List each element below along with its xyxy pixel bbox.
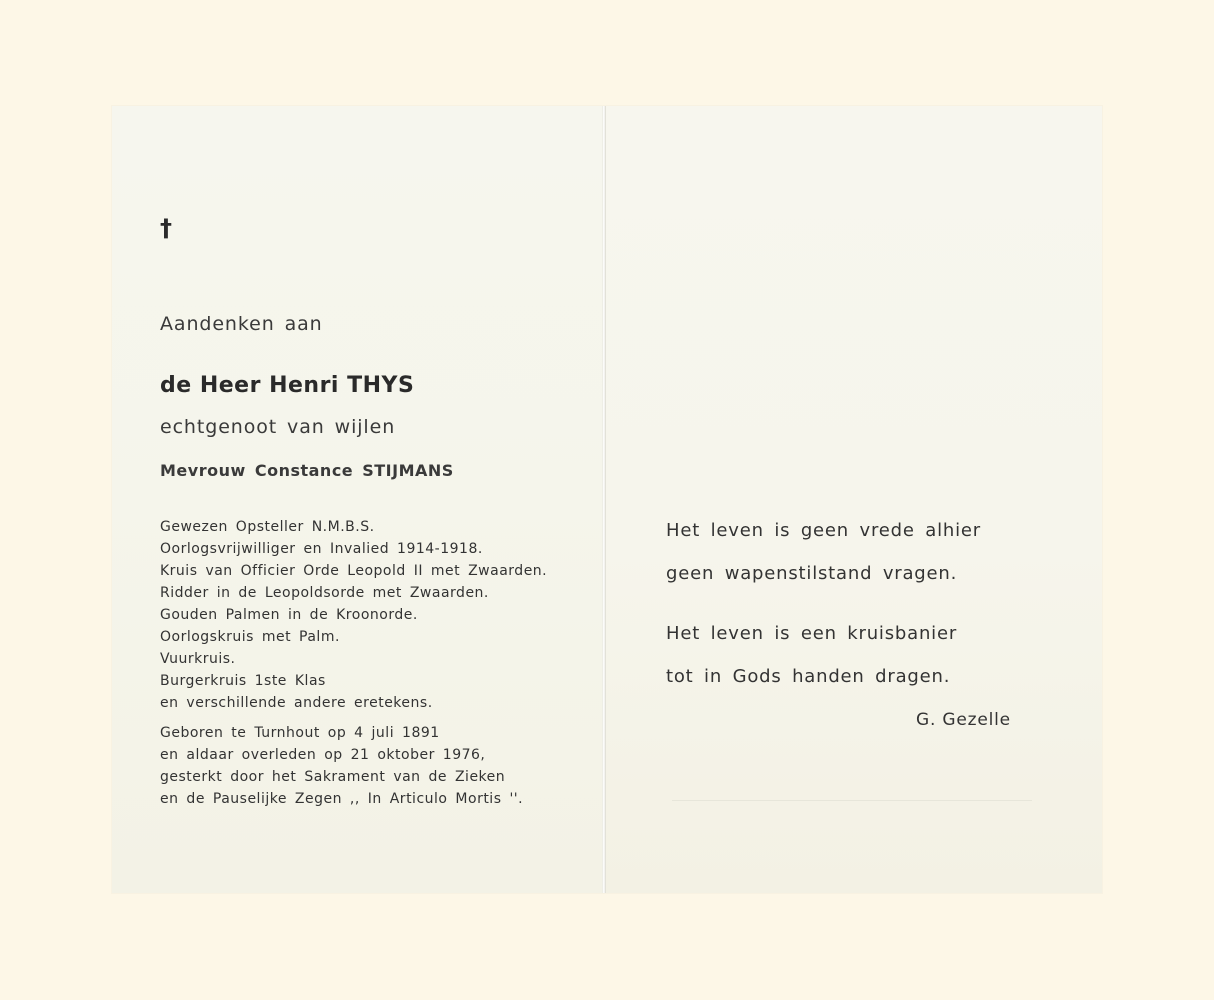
faint-divider <box>672 800 1032 801</box>
card-left-panel <box>112 106 604 893</box>
poem-line: geen wapenstilstand vragen. <box>666 563 958 584</box>
merit-line: Oorlogsvrijwilliger en Invalied 1914-1918. <box>160 541 483 557</box>
card-right-panel <box>606 106 1102 893</box>
poem-author: G. Gezelle <box>916 710 1011 730</box>
merit-line: Burgerkruis 1ste Klas <box>160 673 326 689</box>
merit-line: Oorlogskruis met Palm. <box>160 629 340 645</box>
merit-line: Gouden Palmen in de Kroonorde. <box>160 607 418 623</box>
bio-line: Geboren te Turnhout op 4 juli 1891 <box>160 725 440 741</box>
poem-line: tot in Gods handen dragen. <box>666 666 951 687</box>
poem-line: Het leven is een kruisbanier <box>666 623 958 644</box>
merit-line: Kruis van Officier Orde Leopold II met Zwaarden. <box>160 563 548 579</box>
spouse-relation: echtgenoot van wijlen <box>160 416 396 438</box>
merit-line: Vuurkruis. <box>160 651 236 667</box>
merit-line: Ridder in de Leopoldsorde met Zwaarden. <box>160 585 489 601</box>
bio-line: en de Pauselijke Zegen ,, In Articulo Mortis ''. <box>160 791 524 807</box>
poem-line: Het leven is geen vrede alhier <box>666 520 981 541</box>
biography-block <box>160 722 523 810</box>
merit-line: en verschillende andere eretekens. <box>160 695 433 711</box>
merit-line: Gewezen Opsteller N.M.B.S. <box>160 519 375 535</box>
spouse-name: Mevrouw Constance STIJMANS <box>160 461 454 480</box>
bio-line: en aldaar overleden op 21 oktober 1976, <box>160 747 486 763</box>
memorial-card <box>112 106 1102 893</box>
card-intro: Aandenken aan <box>160 313 323 335</box>
merits-list <box>160 516 547 714</box>
deceased-name: de Heer Henri THYS <box>160 373 415 398</box>
cross-symbol: † <box>160 214 172 242</box>
bio-line: gesterkt door het Sakrament van de Zieken <box>160 769 506 785</box>
